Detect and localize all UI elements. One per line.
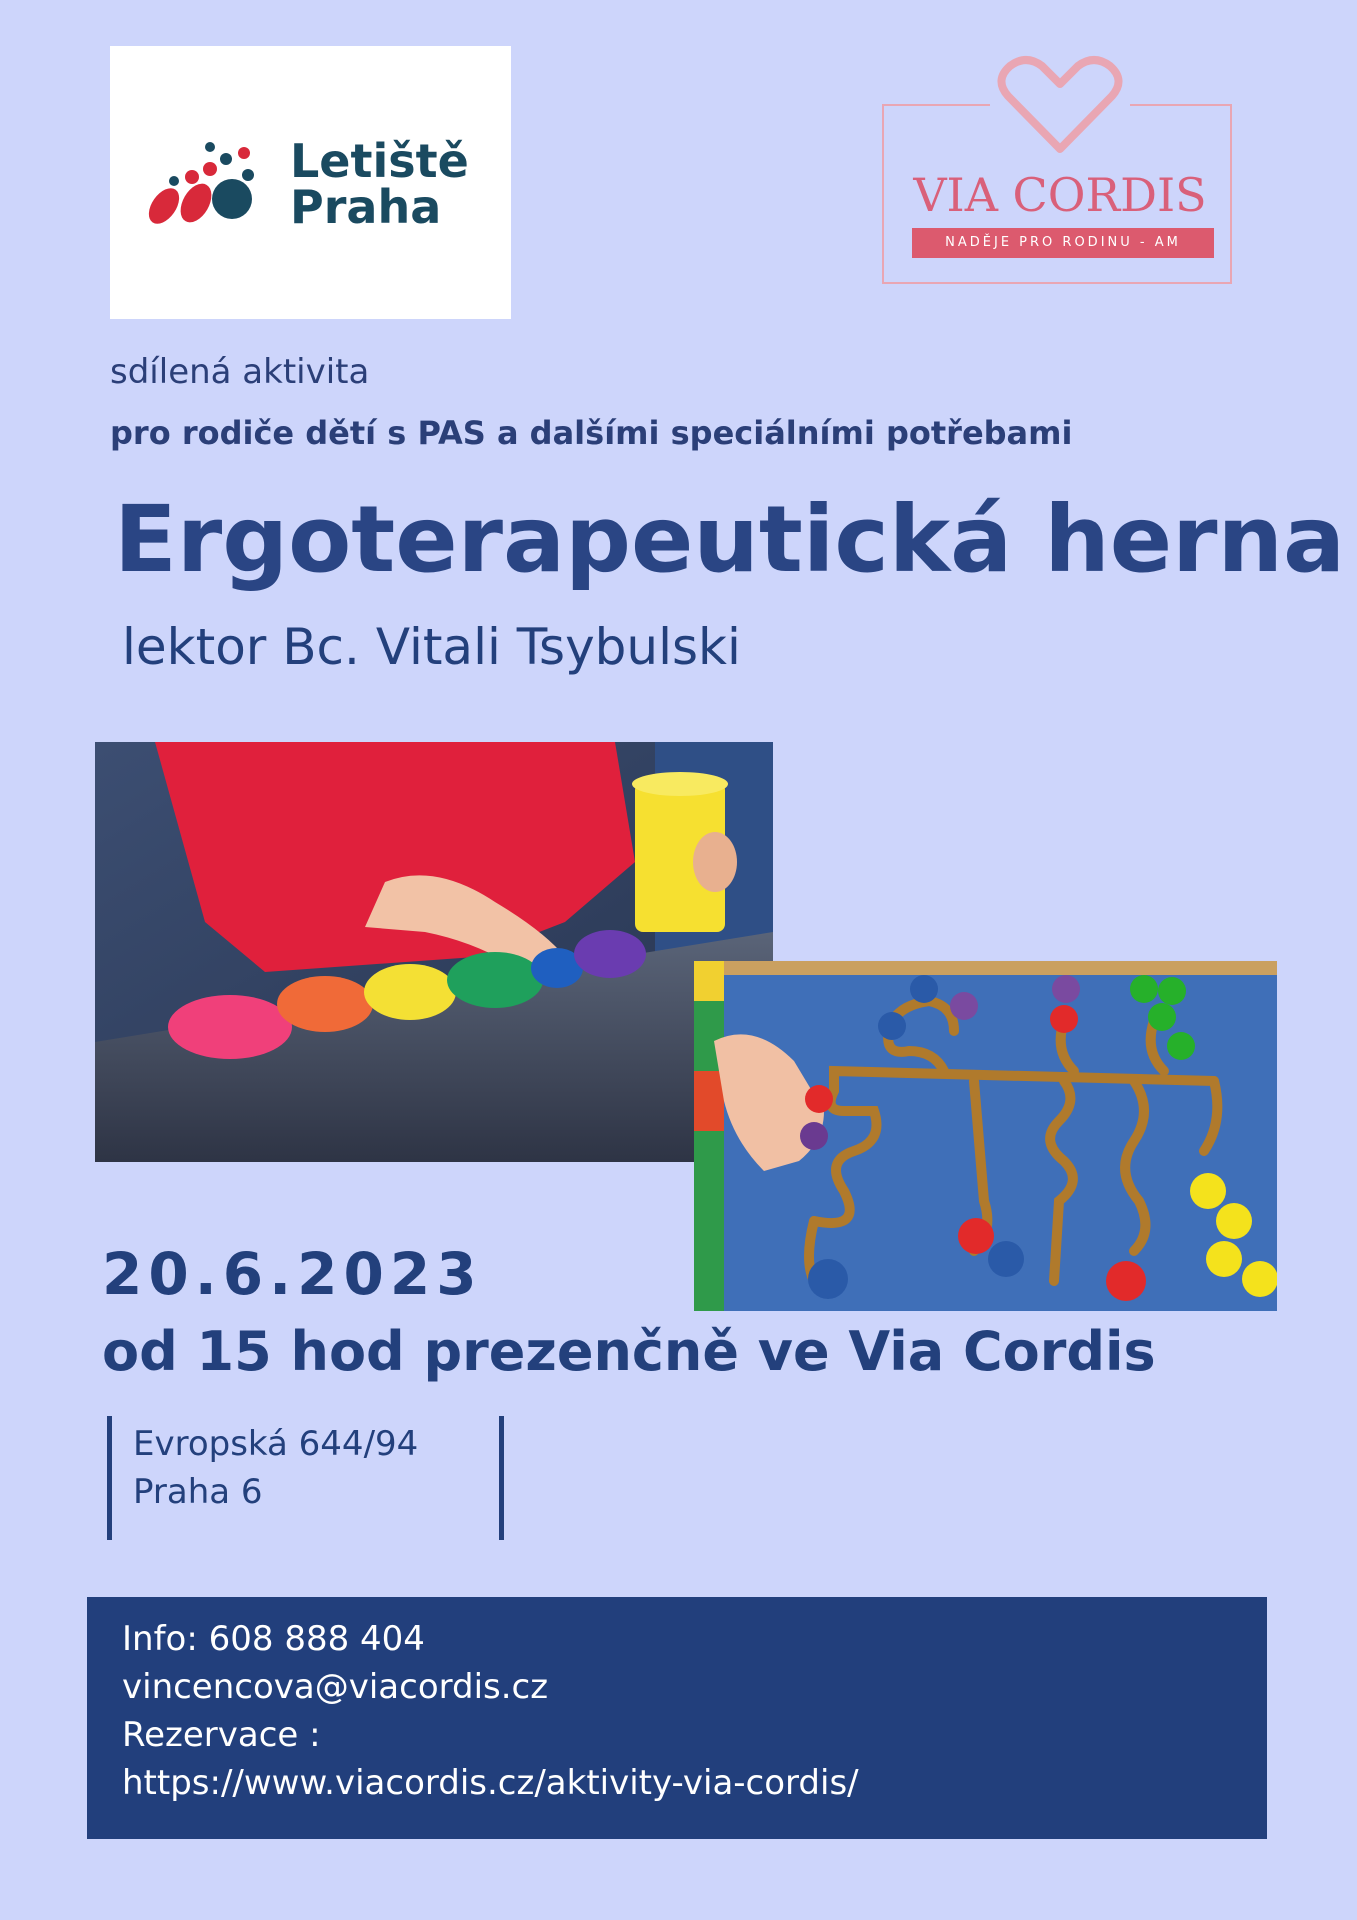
lecturer-name: lektor Bc. Vitali Tsybulski xyxy=(122,618,741,676)
via-cordis-name: VIA CORDIS xyxy=(913,168,1207,222)
reservation-label: Rezervace : xyxy=(122,1715,321,1755)
letiste-logo-line1: Letiště xyxy=(290,134,469,188)
playdoh-photo xyxy=(95,742,773,1162)
via-cordis-tagline: NADĚJE PRO RODINU - AM xyxy=(912,228,1214,258)
contact-email-link[interactable]: vincencova@viacordis.cz xyxy=(122,1667,549,1707)
address-line1: Evropská 644/94 xyxy=(133,1424,419,1464)
address-block xyxy=(107,1416,504,1540)
audience-subtitle: pro rodiče dětí s PAS a dalšími speciálními potřebami xyxy=(110,414,1073,452)
contact-phone: Info: 608 888 404 xyxy=(122,1619,425,1659)
address-line2: Praha 6 xyxy=(133,1472,263,1512)
via-cordis-logo xyxy=(880,50,1240,290)
kicker-text: sdílená aktivita xyxy=(110,352,370,392)
letiste-logo-line2: Praha xyxy=(290,180,442,234)
event-date: 20.6.2023 xyxy=(102,1240,483,1308)
page-title: Ergoterapeutická herna xyxy=(114,486,1346,593)
event-time-place: od 15 hod prezenčně ve Via Cordis xyxy=(102,1320,1156,1383)
bead-maze-photo xyxy=(694,961,1277,1311)
reservation-url-link[interactable]: https://www.viacordis.cz/aktivity-via-cordis/ xyxy=(122,1763,859,1803)
heart-icon xyxy=(990,54,1130,154)
letiste-praha-mark-icon xyxy=(144,141,274,231)
contact-info-box xyxy=(87,1597,1267,1839)
letiste-praha-logo xyxy=(110,46,511,319)
